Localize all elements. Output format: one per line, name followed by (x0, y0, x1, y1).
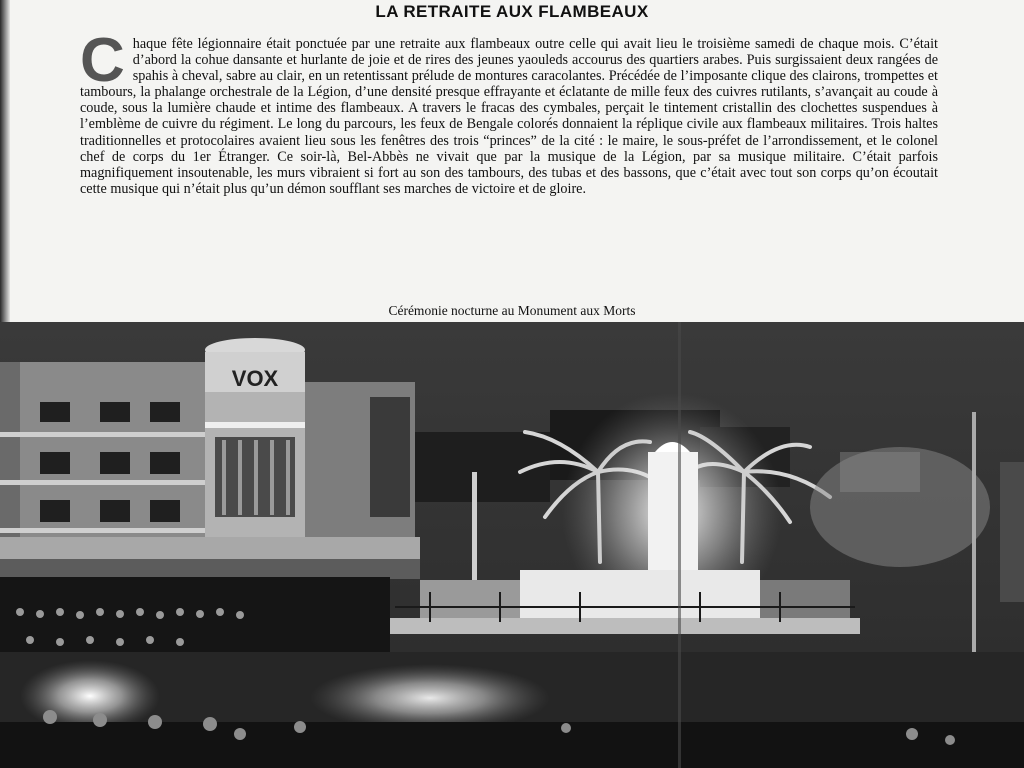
page-title: LA RETRAITE AUX FLAMBEAUX (375, 2, 649, 21)
drop-cap: C (80, 26, 125, 95)
article-body (80, 26, 938, 197)
night-ceremony-photo (0, 322, 1024, 768)
page-gutter-shadow (0, 0, 10, 330)
photo-caption: Cérémonie nocturne au Monument aux Morts (388, 303, 636, 318)
article-text: haque fête légionnaire était ponctuée par une retraite aux flambeaux outre celle qui avait lieu le troisième samedi de chaque mois. C’était d’abord la cohue dansante et hurlante de joie et de rires des jeunes yaouleds accourus des quartiers arabes. Puis surgissaient deux rangées de spahis à cheval, sabre au clair, en un retentissant prélude de montures caracolantes. Précédée de l’imposante clique des clairons, trompettes et tambours, la phalange orchestrale de la Légion, d’une densité presque effrayante et éclatante de mille feux des cuivres rutilants, s’avançait au coude à coude, sous la lumière chaude et intime des flambeaux. A travers le fracas des cymbales, perçait le tintement cristallin des clochettes suspendues à l’emblème de cuivre du régiment. Le long du parcours, les feux de Bengale colorés donnaient la réplique civile aux flambeaux militaires. Trois haltes traditionnelles et protocolaires avaient lieu sous les fenêtres des trois “princes” de la cité : le maire, le sous-préfet de l’arrondissement, et le colonel chef de corps du 1er Étranger. Ce soir-là, Bel-Abbès ne vivait que par la musique de la Légion, par sa musique militaire. C’était parfois magnifiquement insoutenable, les murs vibraient si fort au son des tambours, des tubas et des bassons, que c’était avec tout son corps qu’on écoutait cette musique qui n’était plus qu’un démon soufflant ses marches de victoire et de gloire. (80, 36, 938, 197)
vox-sign: VOX (231, 366, 279, 391)
